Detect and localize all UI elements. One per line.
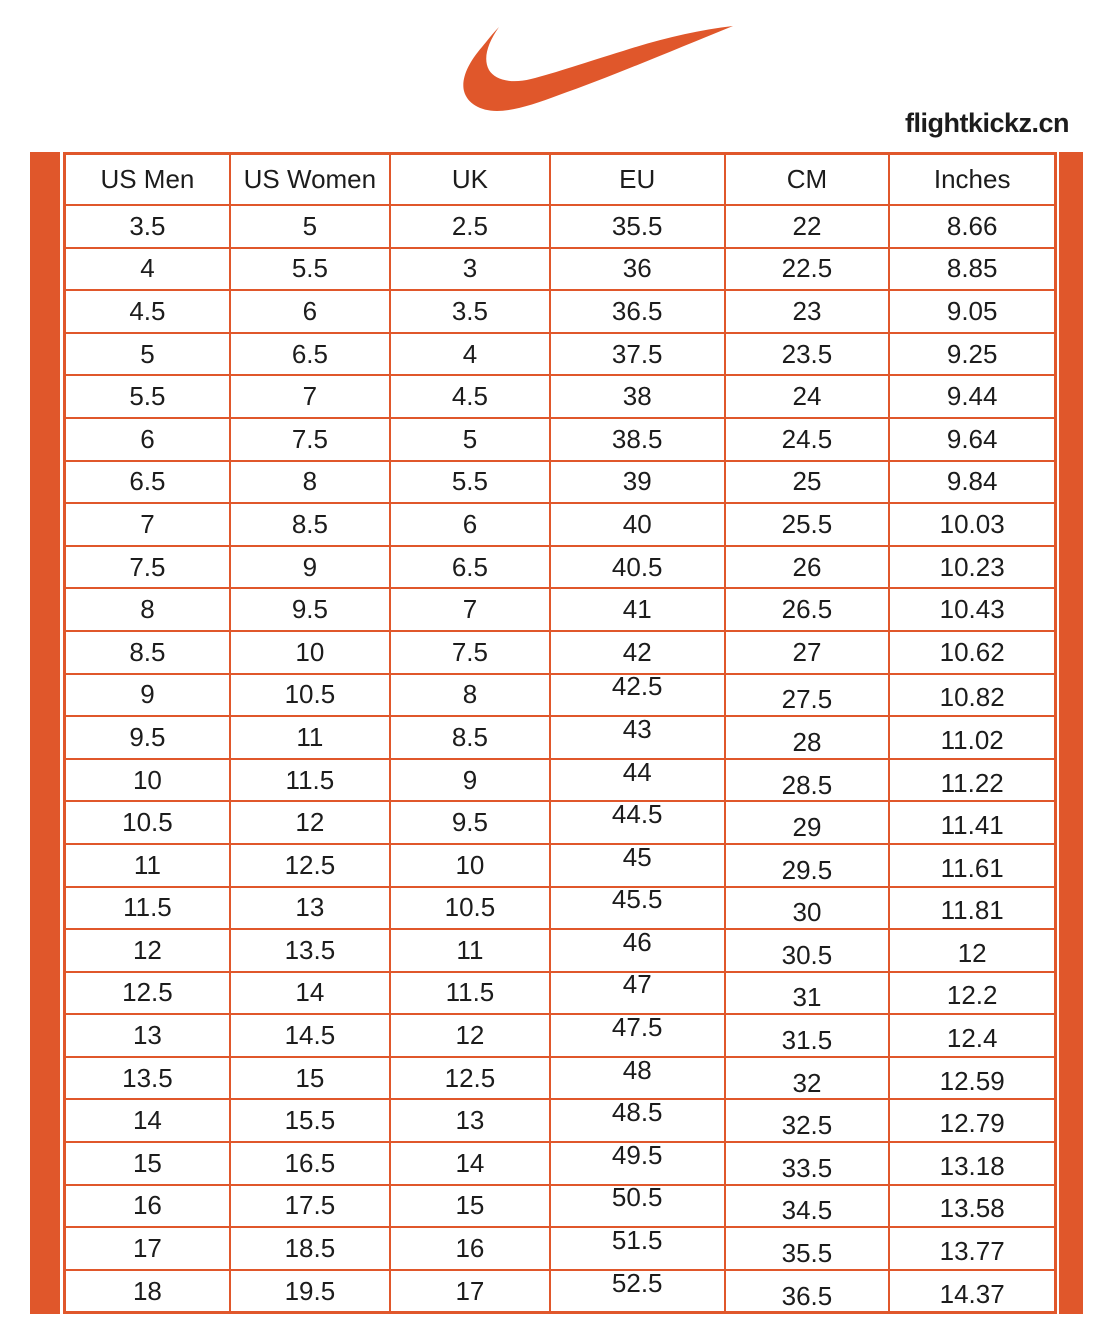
table-row: [65, 1270, 1056, 1313]
size-cell: 13: [65, 1014, 230, 1057]
size-cell: 10.43: [889, 588, 1055, 631]
size-cell: 47.5: [550, 1014, 725, 1057]
size-cell: 46: [550, 929, 725, 972]
table-row: [65, 1185, 1056, 1228]
table-row: [65, 546, 1056, 589]
size-cell: 35.5: [550, 205, 725, 248]
size-cell: 51.5: [550, 1227, 725, 1270]
size-cell: 13.18: [889, 1142, 1055, 1185]
table-head: [65, 154, 1056, 206]
table-body: [65, 205, 1056, 1313]
table-row: [65, 844, 1056, 887]
size-cell: 42.5: [550, 674, 725, 717]
size-cell: 34.5: [725, 1185, 890, 1228]
size-cell: 6.5: [65, 461, 230, 504]
table-row: [65, 375, 1056, 418]
size-cell: 43: [550, 716, 725, 759]
table-row: [65, 972, 1056, 1015]
size-cell: 45: [550, 844, 725, 887]
table-row: [65, 674, 1056, 717]
table-row: [65, 801, 1056, 844]
size-cell: 9.05: [889, 290, 1055, 333]
size-cell: 11.02: [889, 716, 1055, 759]
size-cell: 7.5: [390, 631, 550, 674]
size-cell: 11.22: [889, 759, 1055, 802]
table-row: [65, 929, 1056, 972]
size-cell: 7: [65, 503, 230, 546]
table-row: [65, 631, 1056, 674]
size-cell: 12: [390, 1014, 550, 1057]
size-cell: 9.5: [230, 588, 390, 631]
size-cell: 27: [725, 631, 890, 674]
size-cell: 29: [725, 801, 890, 844]
table-row: [65, 588, 1056, 631]
size-cell: 16: [65, 1185, 230, 1228]
left-accent-bar: [30, 152, 60, 1314]
size-cell: 13.58: [889, 1185, 1055, 1228]
size-cell: 5.5: [230, 248, 390, 291]
size-cell: 30: [725, 887, 890, 930]
size-cell: 9.5: [390, 801, 550, 844]
size-cell: 5.5: [65, 375, 230, 418]
header: [0, 0, 1100, 152]
size-table: [63, 152, 1057, 1314]
size-cell: 8.5: [390, 716, 550, 759]
size-cell: 9: [230, 546, 390, 589]
right-accent-bar: [1059, 152, 1083, 1314]
table-row: [65, 1099, 1056, 1142]
size-cell: 18: [65, 1270, 230, 1313]
size-cell: 5: [65, 333, 230, 376]
size-cell: 39: [550, 461, 725, 504]
site-name: flightkickz.cn: [904, 108, 1069, 138]
size-cell: 12.5: [65, 972, 230, 1015]
size-cell: 41: [550, 588, 725, 631]
size-cell: 15: [65, 1142, 230, 1185]
table-row: [65, 1014, 1056, 1057]
size-cell: 13: [230, 887, 390, 930]
size-cell: 18.5: [230, 1227, 390, 1270]
size-cell: 11: [230, 716, 390, 759]
size-cell: 17: [65, 1227, 230, 1270]
size-cell: 12: [65, 929, 230, 972]
size-cell: 4.5: [65, 290, 230, 333]
size-cell: 11.41: [889, 801, 1055, 844]
size-cell: 28.5: [725, 759, 890, 802]
size-cell: 6: [65, 418, 230, 461]
size-cell: 8.66: [889, 205, 1055, 248]
size-cell: 7: [390, 588, 550, 631]
size-cell: 11: [390, 929, 550, 972]
size-cell: 30.5: [725, 929, 890, 972]
size-cell: 40: [550, 503, 725, 546]
size-cell: 11.5: [230, 759, 390, 802]
size-cell: 9.5: [65, 716, 230, 759]
size-cell: 22.5: [725, 248, 890, 291]
size-cell: 5: [390, 418, 550, 461]
size-cell: 5.5: [390, 461, 550, 504]
size-cell: 10.03: [889, 503, 1055, 546]
size-cell: 16: [390, 1227, 550, 1270]
size-cell: 23.5: [725, 333, 890, 376]
size-cell: 14: [65, 1099, 230, 1142]
size-cell: 26: [725, 546, 890, 589]
size-cell: 8: [230, 461, 390, 504]
size-cell: 32.5: [725, 1099, 890, 1142]
table-row: [65, 333, 1056, 376]
column-header-uk: UK: [390, 154, 550, 206]
size-cell: 11.61: [889, 844, 1055, 887]
size-cell: 9: [65, 674, 230, 717]
size-cell: 7.5: [230, 418, 390, 461]
size-cell: 24.5: [725, 418, 890, 461]
size-cell: 14.37: [889, 1270, 1055, 1313]
size-cell: 14: [390, 1142, 550, 1185]
nike-swoosh-icon: [455, 26, 733, 120]
size-cell: 5: [230, 205, 390, 248]
size-cell: 4.5: [390, 375, 550, 418]
size-cell: 13: [390, 1099, 550, 1142]
header-row: [65, 154, 1056, 206]
size-cell: 12.5: [390, 1057, 550, 1100]
size-cell: 12: [889, 929, 1055, 972]
size-cell: 16.5: [230, 1142, 390, 1185]
table-row: [65, 1227, 1056, 1270]
size-cell: 12.4: [889, 1014, 1055, 1057]
size-cell: 6.5: [390, 546, 550, 589]
size-cell: 10: [390, 844, 550, 887]
size-cell: 35.5: [725, 1227, 890, 1270]
size-cell: 10.5: [65, 801, 230, 844]
size-cell: 26.5: [725, 588, 890, 631]
size-cell: 12: [230, 801, 390, 844]
size-cell: 42: [550, 631, 725, 674]
size-cell: 3.5: [65, 205, 230, 248]
size-cell: 14.5: [230, 1014, 390, 1057]
size-cell: 36: [550, 248, 725, 291]
size-cell: 6: [390, 503, 550, 546]
table-row: [65, 461, 1056, 504]
size-cell: 4: [390, 333, 550, 376]
size-cell: 38.5: [550, 418, 725, 461]
size-cell: 13.5: [65, 1057, 230, 1100]
size-cell: 48: [550, 1057, 725, 1100]
size-cell: 17: [390, 1270, 550, 1313]
size-cell: 8.5: [230, 503, 390, 546]
size-cell: 48.5: [550, 1099, 725, 1142]
size-cell: 3.5: [390, 290, 550, 333]
table-row: [65, 1057, 1056, 1100]
size-cell: 44.5: [550, 801, 725, 844]
size-cell: 15.5: [230, 1099, 390, 1142]
size-cell: 8: [65, 588, 230, 631]
size-cell: 2.5: [390, 205, 550, 248]
size-cell: 9.84: [889, 461, 1055, 504]
size-cell: 10: [65, 759, 230, 802]
table-row: [65, 503, 1056, 546]
size-cell: 7.5: [65, 546, 230, 589]
size-chart: [30, 152, 1083, 1314]
size-cell: 37.5: [550, 333, 725, 376]
column-header-us-women: US Women: [230, 154, 390, 206]
size-cell: 8.85: [889, 248, 1055, 291]
size-cell: 11.5: [390, 972, 550, 1015]
size-cell: 44: [550, 759, 725, 802]
size-cell: 27.5: [725, 674, 890, 717]
table-row: [65, 887, 1056, 930]
size-cell: 32: [725, 1057, 890, 1100]
size-cell: 31: [725, 972, 890, 1015]
size-cell: 31.5: [725, 1014, 890, 1057]
table-row: [65, 759, 1056, 802]
column-header-inches: Inches: [889, 154, 1055, 206]
size-cell: 10.5: [230, 674, 390, 717]
table-row: [65, 248, 1056, 291]
size-cell: 19.5: [230, 1270, 390, 1313]
size-cell: 33.5: [725, 1142, 890, 1185]
column-header-cm: CM: [725, 154, 890, 206]
size-cell: 25.5: [725, 503, 890, 546]
table-row: [65, 1142, 1056, 1185]
size-cell: 14: [230, 972, 390, 1015]
size-cell: 12.59: [889, 1057, 1055, 1100]
size-cell: 8: [390, 674, 550, 717]
size-cell: 10: [230, 631, 390, 674]
size-cell: 6.5: [230, 333, 390, 376]
size-cell: 22: [725, 205, 890, 248]
size-cell: 45.5: [550, 887, 725, 930]
column-header-eu: EU: [550, 154, 725, 206]
size-cell: 6: [230, 290, 390, 333]
size-cell: 9.44: [889, 375, 1055, 418]
size-cell: 7: [230, 375, 390, 418]
size-cell: 47: [550, 972, 725, 1015]
size-cell: 9.25: [889, 333, 1055, 376]
table-row: [65, 205, 1056, 248]
column-header-us-men: US Men: [65, 154, 230, 206]
size-cell: 36.5: [725, 1270, 890, 1313]
size-cell: 13.77: [889, 1227, 1055, 1270]
size-cell: 3: [390, 248, 550, 291]
size-cell: 28: [725, 716, 890, 759]
size-cell: 29.5: [725, 844, 890, 887]
size-cell: 50.5: [550, 1185, 725, 1228]
table-row: [65, 716, 1056, 759]
size-cell: 9.64: [889, 418, 1055, 461]
size-cell: 9: [390, 759, 550, 802]
size-cell: 13.5: [230, 929, 390, 972]
size-cell: 38: [550, 375, 725, 418]
size-cell: 10.82: [889, 674, 1055, 717]
size-cell: 12.2: [889, 972, 1055, 1015]
size-cell: 23: [725, 290, 890, 333]
size-cell: 25: [725, 461, 890, 504]
size-cell: 11.5: [65, 887, 230, 930]
size-cell: 36.5: [550, 290, 725, 333]
size-cell: 52.5: [550, 1270, 725, 1313]
size-cell: 15: [230, 1057, 390, 1100]
size-cell: 10.23: [889, 546, 1055, 589]
size-cell: 24: [725, 375, 890, 418]
size-cell: 4: [65, 248, 230, 291]
size-cell: 12.5: [230, 844, 390, 887]
size-cell: 11: [65, 844, 230, 887]
size-cell: 11.81: [889, 887, 1055, 930]
table-row: [65, 290, 1056, 333]
size-cell: 10.5: [390, 887, 550, 930]
size-cell: 17.5: [230, 1185, 390, 1228]
size-cell: 10.62: [889, 631, 1055, 674]
table-row: [65, 418, 1056, 461]
size-cell: 8.5: [65, 631, 230, 674]
size-cell: 12.79: [889, 1099, 1055, 1142]
size-cell: 49.5: [550, 1142, 725, 1185]
size-cell: 15: [390, 1185, 550, 1228]
size-cell: 40.5: [550, 546, 725, 589]
